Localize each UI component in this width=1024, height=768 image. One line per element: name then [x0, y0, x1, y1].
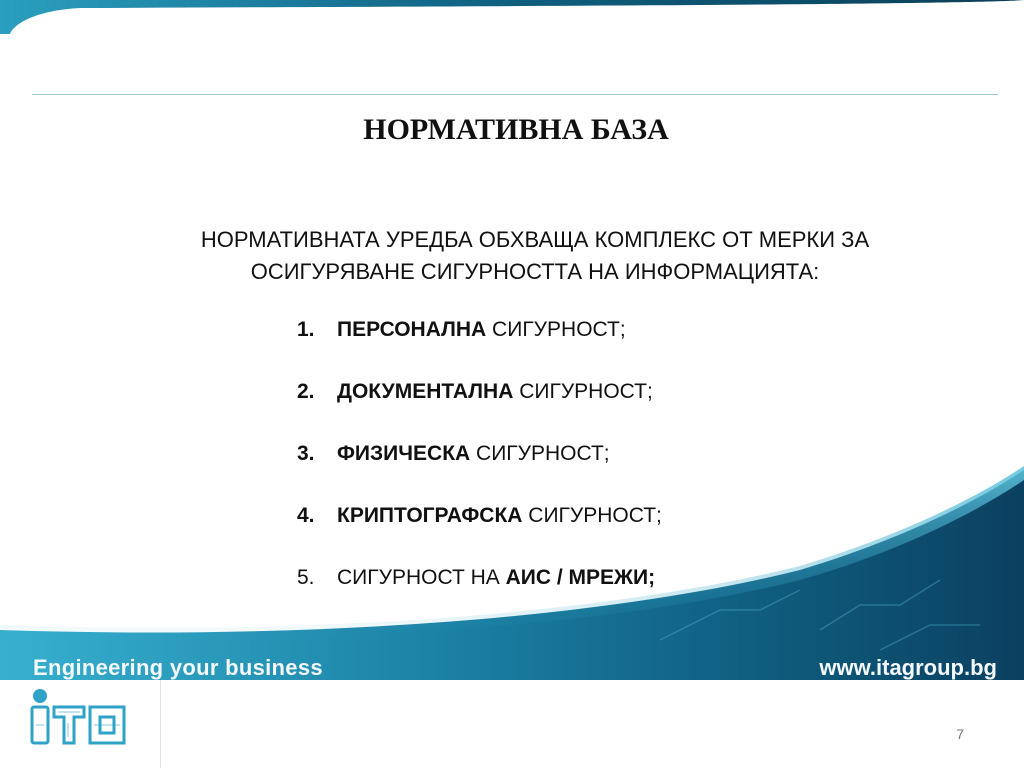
intro-line-2: ОСИГУРЯВАНЕ СИГУРНОСТТА НА ИНФОРМАЦИЯТА: — [250, 259, 820, 284]
slide-title: НОРМАТИВНА БАЗА — [363, 113, 669, 146]
list-number: 4. — [297, 504, 315, 527]
list-item-text: СИГУРНОСТ; — [486, 318, 626, 341]
list-item-text: СИГУРНОСТ; — [513, 380, 653, 403]
list-item-text: СИГУРНОСТ НА — [337, 566, 506, 589]
list-number: 3. — [297, 442, 315, 465]
list-number: 2. — [297, 380, 315, 403]
footer-tagline: Engineering your business — [33, 655, 323, 680]
footer-divider — [160, 680, 161, 768]
list-item-bold: АИС / МРЕЖИ; — [505, 566, 656, 589]
list-item-bold: КРИПТОГРАФСКА — [337, 504, 523, 527]
list-item-text: СИГУРНОСТ; — [470, 442, 610, 465]
list-number: 1. — [297, 318, 315, 341]
header-rule — [32, 94, 998, 95]
top-header-band — [0, 0, 1024, 40]
list-item-bold: ДОКУМЕНТАЛНА — [337, 380, 514, 403]
intro-line-1: НОРМАТИВНАТА УРЕДБА ОБХВАЩА КОМПЛЕКС ОТ МЕРКИ ЗА — [200, 227, 870, 252]
list-number: 5. — [297, 566, 315, 589]
footer-wave — [0, 440, 1024, 680]
footer-url[interactable]: www.itagroup.bg — [819, 655, 997, 680]
ita-logo — [28, 687, 132, 747]
list-item-text: СИГУРНОСТ; — [522, 504, 662, 527]
list-item — [297, 380, 662, 442]
page-number: 7 — [956, 726, 964, 742]
list-item — [297, 318, 662, 380]
list-item-bold: ПЕРСОНАЛНА — [337, 318, 487, 341]
intro-text — [170, 224, 900, 288]
footer-area — [0, 680, 1024, 768]
list-item-bold: ФИЗИЧЕСКА — [337, 442, 471, 465]
